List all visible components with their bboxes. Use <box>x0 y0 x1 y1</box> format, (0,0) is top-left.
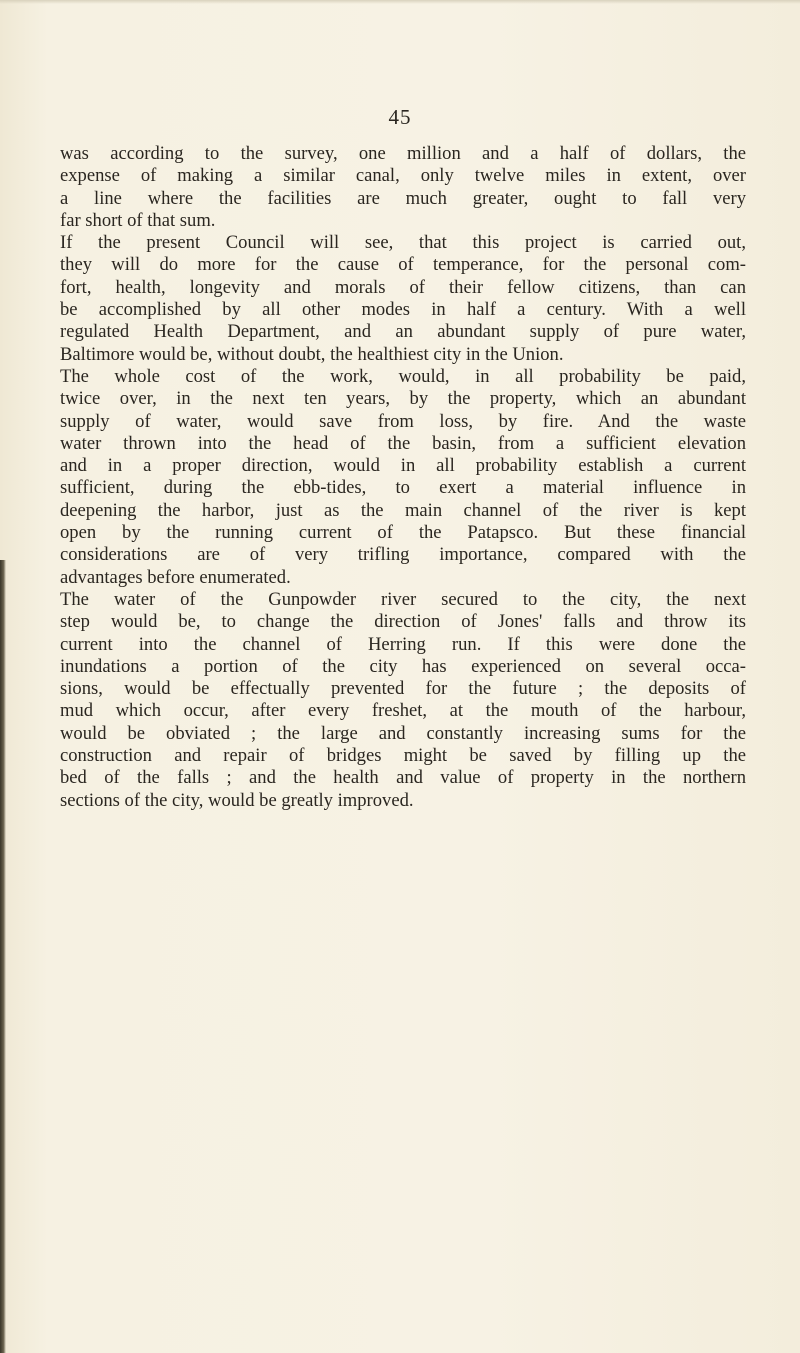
text-line: expense of making a similar canal, only twelve miles in extent, over <box>60 165 746 187</box>
text-line: advantages before enumerated. <box>60 566 291 588</box>
text-line: was according to the survey, one million and a half of dollars, the <box>60 143 746 164</box>
text-line: far short of that sum. <box>60 209 216 231</box>
text-line: If the present Council will see, that this project is carried out, <box>60 232 746 254</box>
page-binding-edge <box>0 560 6 1353</box>
page-number: 45 <box>388 105 412 129</box>
text-line: inundations a portion of the city has experienced on several occa- <box>60 655 746 677</box>
paragraph-3 <box>60 366 746 589</box>
text-line: mud which occur, after every freshet, at the mouth of the harbour, <box>60 700 746 722</box>
text-line: be accomplished by all other modes in half a century. With a well <box>60 299 746 321</box>
text-line: open by the running current of the Patapsco. But these financial <box>60 522 746 544</box>
text-line: fort, health, longevity and morals of their fellow citizens, than can <box>60 276 746 298</box>
text-line: current into the channel of Herring run. If this were done the <box>60 633 746 655</box>
text-line: Baltimore would be, without doubt, the healthiest city in the Union. <box>60 343 564 365</box>
text-line: construction and repair of bridges might be saved by filling up the <box>60 745 746 767</box>
text-line: The whole cost of the work, would, in all probability be paid, <box>60 365 746 387</box>
body-text <box>60 143 746 812</box>
text-line: supply of water, would save from loss, by fire. And the waste <box>60 410 746 432</box>
page-top-edge <box>0 0 800 4</box>
paragraph-4 <box>60 589 746 812</box>
text-line: bed of the falls ; and the health and value of property in the northern <box>60 767 746 789</box>
text-line: considerations are of very trifling importance, compared with the <box>60 544 746 566</box>
text-line: sions, would be effectually prevented for the future ; the deposits of <box>60 678 746 700</box>
text-line: sections of the city, would be greatly improved. <box>60 789 414 811</box>
paragraph-2 <box>60 232 746 366</box>
text-line: a line where the facilities are much greater, ought to fall very <box>60 187 746 209</box>
text-line: The water of the Gunpowder river secured to the city, the next <box>60 588 746 610</box>
text-line: deepening the harbor, just as the main channel of the river is kept <box>60 499 746 521</box>
text-line: sufficient, during the ebb-tides, to exert a material influence in <box>60 477 746 499</box>
text-line: step would be, to change the direction of Jones' falls and throw its <box>60 611 746 633</box>
text-line: twice over, in the next ten years, by the property, which an abundant <box>60 388 746 410</box>
text-line: water thrown into the head of the basin, from a sufficient elevation <box>60 432 746 454</box>
paragraph-1 <box>60 143 746 232</box>
text-line: regulated Health Department, and an abundant supply of pure water, <box>60 321 746 343</box>
text-line: and in a proper direction, would in all probability establish a current <box>60 455 746 477</box>
text-line: would be obviated ; the large and constantly increasing sums for the <box>60 722 746 744</box>
text-line: they will do more for the cause of temperance, for the personal com- <box>60 254 746 276</box>
